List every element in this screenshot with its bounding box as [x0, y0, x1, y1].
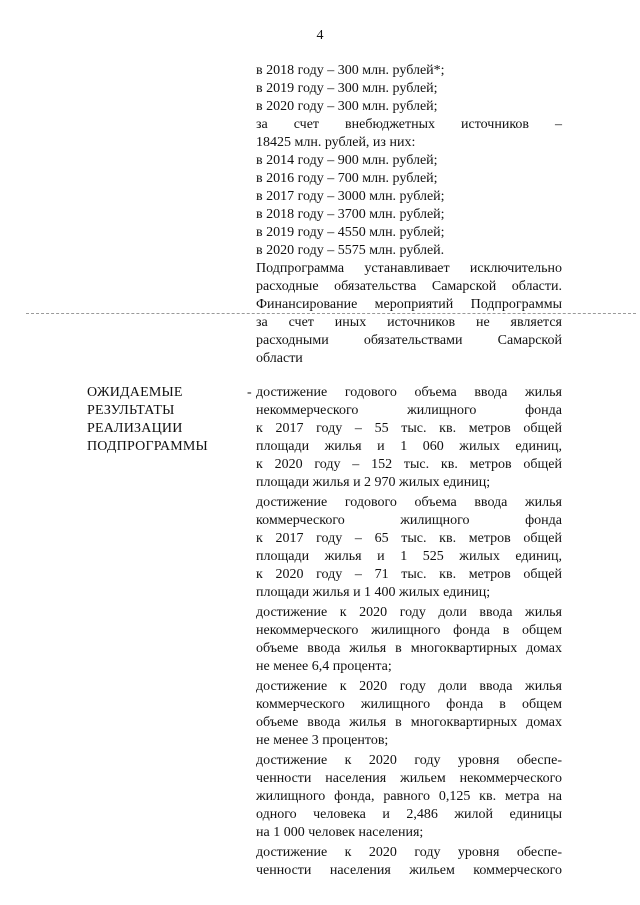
- funding-line: Финансирование мероприятий Подпрограммы: [256, 297, 562, 312]
- funding-line: в 2017 году – 3000 млн. рублей;: [256, 189, 445, 204]
- results-line: к 2017 году – 65 тыс. кв. метров общей: [256, 531, 562, 546]
- results-line: площади жилья и 1 525 жилых единиц,: [256, 549, 562, 564]
- section-label-line: РЕАЛИЗАЦИИ: [87, 421, 183, 436]
- funding-line: в 2019 году – 300 млн. рублей;: [256, 81, 438, 96]
- results-line: жилищного фонда, равного 0,125 кв. метра на: [256, 789, 562, 804]
- funding-line: в 2018 году – 300 млн. рублей*;: [256, 63, 445, 78]
- results-line: на 1 000 человек населения;: [256, 825, 424, 840]
- results-line: ченности населения жильем некоммерческого: [256, 771, 562, 786]
- funding-line: расходные обязательства Самарской области.: [256, 279, 562, 294]
- results-line: достижение годового объема ввода жилья: [256, 385, 562, 400]
- results-line: одного человека и 2,486 жилой единицы: [256, 807, 562, 822]
- funding-text-block: [256, 62, 562, 368]
- funding-line: в 2016 году – 700 млн. рублей;: [256, 171, 438, 186]
- funding-line: расходными обязательствами Самарской: [256, 333, 562, 348]
- results-line: некоммерческого жилищного фонда в общем: [256, 623, 562, 638]
- funding-line: в 2019 году – 4550 млн. рублей;: [256, 225, 445, 240]
- results-line: к 2020 году – 71 тыс. кв. метров общей: [256, 567, 562, 582]
- results-line: достижение годового объема ввода жилья: [256, 495, 562, 510]
- funding-line: Подпрограмма устанавливает исключительно: [256, 261, 562, 276]
- results-line: достижение к 2020 году доли ввода жилья: [256, 679, 562, 694]
- label-dash: -: [247, 385, 252, 400]
- results-line: к 2020 году – 152 тыс. кв. метров общей: [256, 457, 562, 472]
- results-line: площади жилья и 1 060 жилых единиц,: [256, 439, 562, 454]
- results-line: площади жилья и 2 970 жилых единиц;: [256, 475, 491, 490]
- section-label-line: ОЖИДАЕМЫЕ: [87, 385, 183, 400]
- results-line: объеме ввода жилья в многоквартирных домах: [256, 641, 562, 656]
- funding-line: в 2020 году – 300 млн. рублей;: [256, 99, 438, 114]
- funding-line: в 2014 году – 900 млн. рублей;: [256, 153, 438, 168]
- results-line: коммерческого жилищного фонда: [256, 513, 562, 528]
- funding-line: 18425 млн. рублей, из них:: [256, 135, 416, 150]
- results-line: коммерческого жилищного фонда в общем: [256, 697, 562, 712]
- page-divider: [26, 313, 636, 314]
- results-line: площади жилья и 1 400 жилых единиц;: [256, 585, 491, 600]
- results-text-block: [256, 384, 562, 880]
- results-line: ченности населения жильем коммерческого: [256, 863, 562, 878]
- funding-line: области: [256, 351, 303, 366]
- funding-line: в 2018 году – 3700 млн. рублей;: [256, 207, 445, 222]
- funding-line: за счет иных источников не является: [256, 315, 562, 330]
- results-line: не менее 6,4 процента;: [256, 659, 392, 674]
- results-line: к 2017 году – 55 тыс. кв. метров общей: [256, 421, 562, 436]
- section-label-line: ПОДПРОГРАММЫ: [87, 439, 208, 454]
- results-line: некоммерческого жилищного фонда: [256, 403, 562, 418]
- results-section-label: [87, 384, 208, 456]
- results-line: не менее 3 процентов;: [256, 733, 389, 748]
- page-number: 4: [316, 28, 324, 43]
- results-line: достижение к 2020 году доли ввода жилья: [256, 605, 562, 620]
- section-label-line: РЕЗУЛЬТАТЫ: [87, 403, 175, 418]
- results-line: достижение к 2020 году уровня обеспе-: [256, 753, 562, 768]
- results-line: объеме ввода жилья в многоквартирных домах: [256, 715, 562, 730]
- funding-line: за счет внебюджетных источников –: [256, 117, 562, 132]
- results-line: достижение к 2020 году уровня обеспе-: [256, 845, 562, 860]
- funding-line: в 2020 году – 5575 млн. рублей.: [256, 243, 445, 258]
